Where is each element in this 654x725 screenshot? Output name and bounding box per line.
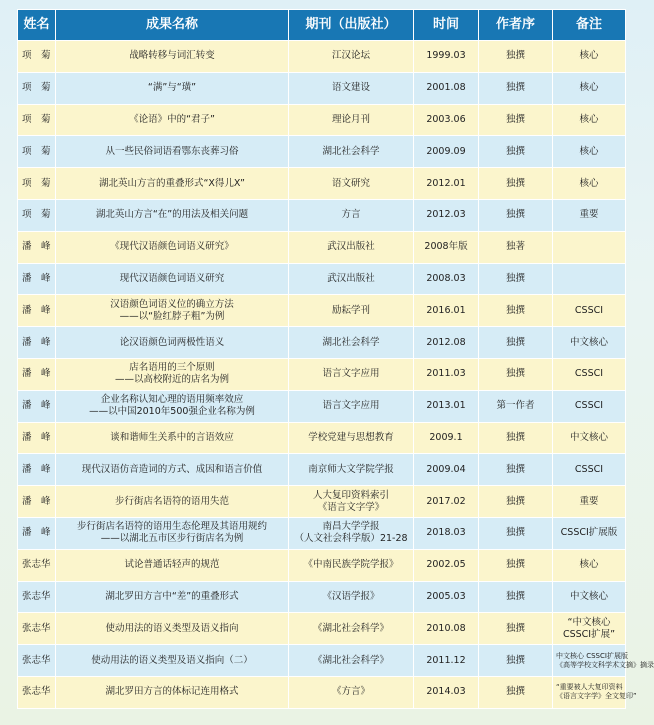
- cell-title: [56, 676, 289, 708]
- note-line: 中文核心: [569, 590, 608, 602]
- table-row: [18, 41, 626, 73]
- cell-author-order: 独撰: [479, 263, 553, 295]
- title-line: ——以“脸红脖子粗”为例: [119, 310, 225, 322]
- cell-time: 2002.05: [414, 549, 479, 581]
- cell-time: 2008.03: [414, 263, 479, 295]
- cell-author-order: 独撰: [479, 676, 553, 708]
- cell-note: [553, 327, 626, 359]
- journal-line: 《语言文字学》: [317, 501, 385, 513]
- journal-line: 《中南民族学院学报》: [303, 559, 399, 571]
- cell-title: [56, 199, 289, 231]
- cell-author-name: 潘 峰: [18, 486, 56, 518]
- cell-author-order: 独撰: [479, 454, 553, 486]
- journal-line: 语文研究: [331, 177, 370, 189]
- title-line: 企业名称认知心理的语用频率效应: [100, 394, 244, 406]
- header-journal: 期刊（出版社）: [289, 10, 414, 41]
- cell-author-order: 独撰: [479, 72, 553, 104]
- cell-journal: [289, 454, 414, 486]
- cell-author-order: 独撰: [479, 645, 553, 677]
- title-line: “满”与“璜”: [147, 82, 197, 94]
- cell-author-name: 项 菊: [18, 72, 56, 104]
- note-line: 核心: [579, 82, 599, 94]
- cell-note: [553, 199, 626, 231]
- cell-time: 2012.01: [414, 168, 479, 200]
- cell-note: [553, 358, 626, 390]
- journal-line: 语言文字应用: [322, 368, 380, 380]
- table-row: [18, 581, 626, 613]
- cell-title: [56, 136, 289, 168]
- cell-journal: [289, 422, 414, 454]
- title-line: 试论普通话轻声的规范: [124, 559, 220, 571]
- journal-line: 语文建设: [331, 82, 370, 94]
- cell-note: [553, 645, 654, 677]
- title-line: 现代汉语仿音造词的方式、成因和语言价值: [81, 463, 263, 475]
- journal-line: 方言: [341, 209, 361, 221]
- cell-title: [56, 263, 289, 295]
- cell-note: [553, 454, 626, 486]
- cell-author-order: 独撰: [479, 199, 553, 231]
- achievements-table: [17, 9, 654, 709]
- header-note: 备注: [553, 10, 626, 41]
- cell-time: 2012.08: [414, 327, 479, 359]
- cell-time: 2016.01: [414, 295, 479, 327]
- cell-time: 2005.03: [414, 581, 479, 613]
- journal-line: 湖北社会科学: [322, 145, 380, 157]
- cell-author-name: 潘 峰: [18, 390, 56, 422]
- cell-author-order: 独撰: [479, 41, 553, 73]
- cell-title: [56, 549, 289, 581]
- cell-time: 2011.03: [414, 358, 479, 390]
- cell-note: [553, 72, 626, 104]
- cell-author-order: 独撰: [479, 327, 553, 359]
- cell-note: [553, 231, 626, 263]
- journal-line: 《汉语学报》: [322, 590, 380, 602]
- title-line: ——以中国2010年500强企业名称为例: [89, 406, 255, 418]
- header-time: 时间: [414, 10, 479, 41]
- cell-journal: [289, 263, 414, 295]
- journal-line: 人大复印资料索引: [312, 489, 389, 501]
- cell-author-order: 独撰: [479, 581, 553, 613]
- journal-line: （人文社会科学版）21-28: [294, 533, 408, 545]
- title-line: 店名语用的三个原则: [129, 362, 215, 374]
- title-line: 论汉语颜色词两极性语义: [119, 336, 225, 348]
- title-line: ——以高校附近的店名为例: [114, 374, 229, 386]
- title-line: 从一些民俗词语看鄂东丧葬习俗: [105, 145, 239, 157]
- title-line: 谈和谐师生关系中的言语效应: [110, 431, 234, 443]
- cell-time: 2009.04: [414, 454, 479, 486]
- title-line: 《论语》中的“君子”: [129, 113, 215, 125]
- title-line: 湖北罗田方言的体标记连用格式: [105, 686, 239, 698]
- cell-journal: [289, 358, 414, 390]
- note-line: 《语言文字学》全文复印”: [556, 692, 637, 701]
- cell-author-name: 潘 峰: [18, 454, 56, 486]
- cell-title: [56, 295, 289, 327]
- journal-line: 语言文字应用: [322, 400, 380, 412]
- cell-title: [56, 645, 289, 677]
- cell-note: [553, 390, 626, 422]
- cell-title: [56, 581, 289, 613]
- cell-time: 2009.09: [414, 136, 479, 168]
- cell-title: [56, 486, 289, 518]
- cell-author-order: 独撰: [479, 422, 553, 454]
- cell-title: [56, 41, 289, 73]
- cell-journal: [289, 41, 414, 73]
- cell-author-name: 张志华: [18, 613, 56, 645]
- cell-journal: [289, 676, 414, 708]
- journal-line: 武汉出版社: [327, 272, 375, 284]
- cell-author-name: 潘 峰: [18, 422, 56, 454]
- cell-note: [553, 168, 626, 200]
- cell-author-name: 张志华: [18, 676, 56, 708]
- table-row: [18, 72, 626, 104]
- journal-line: 江汉论坛: [331, 50, 370, 62]
- journal-line: 理论月刊: [331, 113, 370, 125]
- cell-author-order: 独撰: [479, 358, 553, 390]
- cell-journal: [289, 581, 414, 613]
- cell-time: 2003.06: [414, 104, 479, 136]
- table-row: [18, 422, 626, 454]
- journal-line: 《湖北社会科学》: [312, 654, 389, 666]
- cell-author-order: 独撰: [479, 517, 553, 549]
- cell-journal: [289, 136, 414, 168]
- cell-time: 2017.02: [414, 486, 479, 518]
- note-line: 核心: [579, 177, 599, 189]
- cell-title: [56, 422, 289, 454]
- table-row: [18, 454, 626, 486]
- cell-time: 2001.08: [414, 72, 479, 104]
- cell-journal: [289, 327, 414, 359]
- cell-time: 2018.03: [414, 517, 479, 549]
- cell-author-order: 独撰: [479, 486, 553, 518]
- cell-journal: [289, 645, 414, 677]
- journal-line: 《湖北社会科学》: [312, 622, 389, 634]
- title-line: 《现代汉语颜色词语义研究》: [110, 241, 234, 253]
- cell-author-name: 项 菊: [18, 136, 56, 168]
- table-row: [18, 136, 626, 168]
- title-line: 使动用法的语义类型及语义指向: [105, 622, 239, 634]
- table-row: [18, 676, 626, 708]
- cell-author-name: 潘 峰: [18, 517, 56, 549]
- note-line: CSSCI: [574, 304, 604, 316]
- cell-author-name: 张志华: [18, 581, 56, 613]
- cell-title: [56, 168, 289, 200]
- cell-journal: [289, 486, 414, 518]
- table-row: [18, 295, 626, 327]
- cell-title: [56, 72, 289, 104]
- title-line: 湖北英山方言“在”的用法及相关问题: [95, 209, 249, 221]
- cell-title: [56, 327, 289, 359]
- cell-author-name: 项 菊: [18, 104, 56, 136]
- title-line: 步行街店名语符的语用失范: [114, 495, 229, 507]
- table-row: [18, 517, 626, 549]
- note-line: 核心: [579, 113, 599, 125]
- title-line: 使动用法的语义类型及语义指向（二）: [91, 654, 253, 666]
- cell-time: 1999.03: [414, 41, 479, 73]
- journal-line: 武汉出版社: [327, 241, 375, 253]
- cell-journal: [289, 613, 414, 645]
- table-row: [18, 104, 626, 136]
- note-line: 重要: [579, 209, 599, 221]
- cell-author-name: 潘 峰: [18, 358, 56, 390]
- cell-author-name: 潘 峰: [18, 327, 56, 359]
- cell-note: [553, 517, 626, 549]
- cell-author-order: 第一作者: [479, 390, 553, 422]
- journal-line: 湖北社会科学: [322, 336, 380, 348]
- cell-time: 2012.03: [414, 199, 479, 231]
- cell-note: [553, 136, 626, 168]
- cell-journal: [289, 549, 414, 581]
- journal-line: 南昌大学学报: [322, 521, 380, 533]
- cell-note: [553, 104, 626, 136]
- table-row: [18, 390, 626, 422]
- cell-note: [553, 422, 626, 454]
- cell-author-order: 独撰: [479, 549, 553, 581]
- cell-author-name: 张志华: [18, 645, 56, 677]
- header-author-order: 作者序: [479, 10, 553, 41]
- note-line: 重要: [579, 495, 599, 507]
- note-line: 核心: [579, 559, 599, 571]
- note-line: CSSCI: [574, 400, 604, 412]
- note-line: 中文核心 CSSCI扩展版: [556, 651, 628, 660]
- cell-time: 2009.1: [414, 422, 479, 454]
- cell-journal: [289, 199, 414, 231]
- table-row: [18, 358, 626, 390]
- cell-time: 2010.08: [414, 613, 479, 645]
- cell-author-name: 潘 峰: [18, 295, 56, 327]
- journal-line: 南京师大文学院学报: [308, 463, 394, 475]
- cell-note: [553, 613, 626, 645]
- cell-time: 2008年版: [414, 231, 479, 263]
- cell-journal: [289, 517, 414, 549]
- cell-author-order: 独撰: [479, 295, 553, 327]
- cell-author-order: 独撰: [479, 613, 553, 645]
- note-line: 中文核心: [569, 336, 608, 348]
- cell-time: 2014.03: [414, 676, 479, 708]
- cell-journal: [289, 104, 414, 136]
- cell-title: [56, 390, 289, 422]
- journal-line: 《方言》: [331, 686, 370, 698]
- cell-title: [56, 454, 289, 486]
- cell-note: [553, 549, 626, 581]
- note-line: “中文核心: [567, 616, 611, 628]
- cell-journal: [289, 72, 414, 104]
- cell-journal: [289, 231, 414, 263]
- cell-author-order: 独撰: [479, 104, 553, 136]
- cell-journal: [289, 295, 414, 327]
- note-line: CSSCI扩展”: [562, 628, 616, 640]
- cell-author-name: 潘 峰: [18, 231, 56, 263]
- table-row: [18, 327, 626, 359]
- cell-title: [56, 104, 289, 136]
- header-name: 姓名: [18, 10, 56, 41]
- title-line: 汉语颜色词语义位的确立方法: [110, 298, 234, 310]
- cell-journal: [289, 390, 414, 422]
- note-line: CSSCI: [574, 463, 604, 475]
- cell-author-order: 独著: [479, 231, 553, 263]
- cell-title: [56, 231, 289, 263]
- note-line: 《高等学校文科学术文摘》摘录: [556, 660, 654, 669]
- note-line: “重要被人大复印资料: [556, 683, 623, 692]
- title-line: 湖北罗田方言中“差”的重叠形式: [105, 590, 239, 602]
- cell-journal: [289, 168, 414, 200]
- cell-author-name: 项 菊: [18, 41, 56, 73]
- journal-line: 学校党建与思想教育: [308, 431, 394, 443]
- table-row: [18, 263, 626, 295]
- journal-line: 励耘学刊: [331, 304, 370, 316]
- title-line: 现代汉语颜色词语义研究: [119, 272, 225, 284]
- title-line: ——以湖北五市区步行街店名为例: [100, 533, 244, 545]
- cell-note: [553, 581, 626, 613]
- cell-author-name: 张志华: [18, 549, 56, 581]
- cell-note: [553, 41, 626, 73]
- cell-author-name: 潘 峰: [18, 263, 56, 295]
- cell-note: [553, 295, 626, 327]
- table-row: [18, 645, 626, 677]
- header-row: [18, 10, 626, 41]
- header-title: 成果名称: [56, 10, 289, 41]
- title-line: 战略转移与词汇转变: [129, 50, 215, 62]
- table-row: [18, 199, 626, 231]
- title-line: 步行街店名语符的语用生态伦理及其语用规约: [76, 521, 267, 533]
- note-line: CSSCI扩展版: [560, 527, 618, 539]
- cell-author-order: 独撰: [479, 136, 553, 168]
- table-body: [18, 41, 654, 709]
- note-line: 中文核心: [569, 431, 608, 443]
- cell-author-order: 独撰: [479, 168, 553, 200]
- cell-title: [56, 358, 289, 390]
- cell-author-name: 项 菊: [18, 168, 56, 200]
- cell-title: [56, 613, 289, 645]
- note-line: 核心: [579, 50, 599, 62]
- title-line: 湖北英山方言的重叠形式“X得儿X”: [99, 177, 245, 189]
- cell-author-name: 项 菊: [18, 199, 56, 231]
- cell-time: 2011.12: [414, 645, 479, 677]
- cell-note: [553, 263, 626, 295]
- cell-title: [56, 517, 289, 549]
- cell-note: [553, 676, 637, 708]
- table-row: [18, 549, 626, 581]
- table-row: [18, 231, 626, 263]
- table-row: [18, 168, 626, 200]
- note-line: 核心: [579, 145, 599, 157]
- cell-time: 2013.01: [414, 390, 479, 422]
- table-row: [18, 613, 626, 645]
- note-line: CSSCI: [574, 368, 604, 380]
- cell-note: [553, 486, 626, 518]
- table-row: [18, 486, 626, 518]
